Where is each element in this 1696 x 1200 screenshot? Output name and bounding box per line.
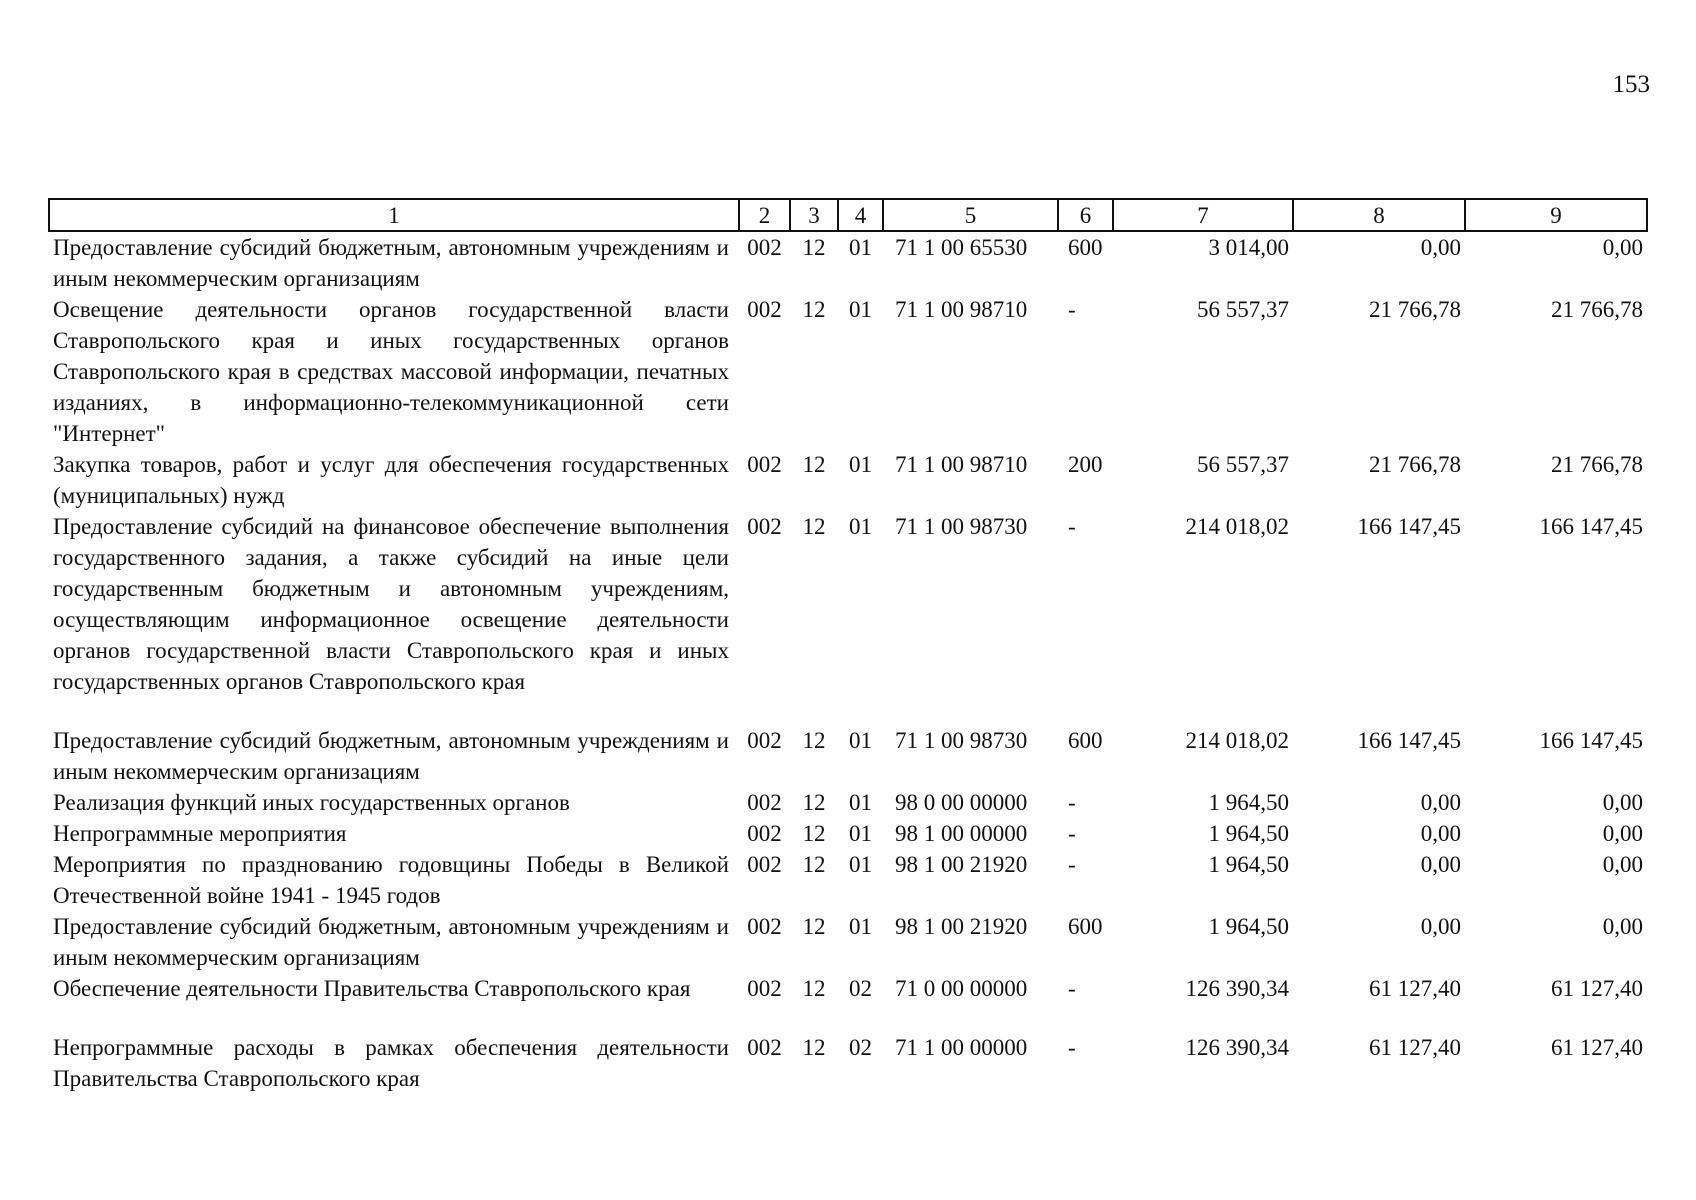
row-section: 12 <box>802 790 826 815</box>
row-amount-3: 21 766,78 <box>1551 297 1643 322</box>
row-amount-3: 0,00 <box>1602 235 1643 260</box>
row-amount-2: 61 127,40 <box>1369 1035 1461 1060</box>
table-row <box>49 973 1647 1004</box>
row-amount-2: 21 766,78 <box>1369 297 1461 322</box>
row-amount-1: 3 014,00 <box>1208 235 1289 260</box>
row-target-article: 98 1 00 00000 <box>895 821 1028 846</box>
row-target-article: 71 1 00 98730 <box>895 728 1028 753</box>
row-section: 12 <box>802 514 826 539</box>
row-amount-1: 214 018,02 <box>1185 728 1289 753</box>
row-amount-3: 0,00 <box>1602 821 1643 846</box>
row-subsection: 01 <box>849 790 872 815</box>
row-amount-3: 21 766,78 <box>1551 452 1643 477</box>
row-section: 12 <box>802 852 826 877</box>
row-amount-1: 126 390,34 <box>1185 976 1289 1001</box>
row-subsection: 02 <box>849 976 872 1001</box>
table-header-row <box>49 199 1647 231</box>
row-expense-type: 600 <box>1068 914 1103 939</box>
row-grbs: 002 <box>747 1035 782 1060</box>
row-target-article: 71 1 00 65530 <box>895 235 1028 260</box>
row-amount-2: 166 147,45 <box>1357 514 1461 539</box>
row-subsection: 01 <box>849 297 872 322</box>
row-grbs: 002 <box>747 514 782 539</box>
column-header: 8 <box>1293 199 1465 231</box>
row-expense-type: - <box>1068 514 1076 539</box>
row-target-article: 71 1 00 98710 <box>895 297 1028 322</box>
row-amount-1: 56 557,37 <box>1197 297 1289 322</box>
row-amount-1: 56 557,37 <box>1197 452 1289 477</box>
row-expense-type: - <box>1068 821 1076 846</box>
row-subsection: 01 <box>849 728 872 753</box>
row-expense-type: 600 <box>1068 728 1103 753</box>
row-amount-3: 166 147,45 <box>1539 728 1643 753</box>
table-row <box>49 231 1647 294</box>
row-spacer <box>49 1004 1647 1032</box>
row-name: Реализация функций иных государственных органов <box>53 790 570 815</box>
row-amount-3: 0,00 <box>1602 914 1643 939</box>
row-spacer <box>49 697 1647 725</box>
row-grbs: 002 <box>747 976 782 1001</box>
row-grbs: 002 <box>747 914 782 939</box>
row-subsection: 02 <box>849 1035 872 1060</box>
row-amount-1: 1 964,50 <box>1208 790 1289 815</box>
column-header: 4 <box>838 199 883 231</box>
row-name: Освещение деятельности органов государственной власти Ставропольского края и иных государственных органов Ставропольского края в средствах массовой информации, печатных изданиях, в информационно-телекоммуникационной сети "Интернет" <box>53 297 729 446</box>
column-header: 9 <box>1465 199 1647 231</box>
row-expense-type: - <box>1068 1035 1076 1060</box>
row-name: Предоставление субсидий бюджетным, автономным учреждениям и иным некоммерческим организациям <box>53 728 729 784</box>
row-grbs: 002 <box>747 790 782 815</box>
row-section: 12 <box>802 297 826 322</box>
page-number: 153 <box>1612 71 1650 98</box>
row-amount-3: 0,00 <box>1602 852 1643 877</box>
table-row <box>49 849 1647 911</box>
row-name: Обеспечение деятельности Правительства Ставропольского края <box>53 976 691 1001</box>
row-name: Закупка товаров, работ и услуг для обеспечения государственных (муниципальных) нужд <box>53 452 729 508</box>
row-amount-3: 61 127,40 <box>1551 976 1643 1001</box>
row-amount-2: 0,00 <box>1420 914 1461 939</box>
row-amount-2: 0,00 <box>1420 852 1461 877</box>
row-grbs: 002 <box>747 297 782 322</box>
row-amount-1: 1 964,50 <box>1208 914 1289 939</box>
table-row <box>49 818 1647 849</box>
row-target-article: 98 1 00 21920 <box>895 914 1028 939</box>
budget-table <box>48 198 1648 1094</box>
row-amount-2: 61 127,40 <box>1369 976 1461 1001</box>
table-row <box>49 449 1647 511</box>
row-target-article: 71 1 00 98710 <box>895 452 1028 477</box>
row-amount-2: 0,00 <box>1420 790 1461 815</box>
row-subsection: 01 <box>849 452 872 477</box>
row-subsection: 01 <box>849 514 872 539</box>
row-amount-2: 0,00 <box>1420 821 1461 846</box>
row-subsection: 01 <box>849 914 872 939</box>
row-section: 12 <box>802 914 826 939</box>
row-amount-2: 0,00 <box>1420 235 1461 260</box>
row-name: Предоставление субсидий бюджетным, автономным учреждениям и иным некоммерческим организациям <box>53 235 729 291</box>
row-target-article: 98 1 00 21920 <box>895 852 1028 877</box>
row-target-article: 98 0 00 00000 <box>895 790 1028 815</box>
row-subsection: 01 <box>849 852 872 877</box>
row-section: 12 <box>802 728 826 753</box>
row-subsection: 01 <box>849 821 872 846</box>
row-grbs: 002 <box>747 452 782 477</box>
row-amount-3: 0,00 <box>1602 790 1643 815</box>
row-section: 12 <box>802 976 826 1001</box>
table-row <box>49 1032 1647 1094</box>
row-expense-type: 600 <box>1068 235 1103 260</box>
row-grbs: 002 <box>747 235 782 260</box>
row-section: 12 <box>802 452 826 477</box>
row-grbs: 002 <box>747 821 782 846</box>
row-name: Непрограммные мероприятия <box>53 821 347 846</box>
column-header: 3 <box>790 199 838 231</box>
table-row <box>49 787 1647 818</box>
row-name: Мероприятия по празднованию годовщины Победы в Великой Отечественной войне 1941 - 1945 годов <box>53 852 729 908</box>
row-amount-1: 126 390,34 <box>1185 1035 1289 1060</box>
row-name: Непрограммные расходы в рамках обеспечения деятельности Правительства Ставропольского края <box>53 1035 729 1091</box>
column-header: 5 <box>883 199 1058 231</box>
row-grbs: 002 <box>747 852 782 877</box>
row-grbs: 002 <box>747 728 782 753</box>
row-amount-3: 61 127,40 <box>1551 1035 1643 1060</box>
row-section: 12 <box>802 1035 826 1060</box>
row-amount-1: 1 964,50 <box>1208 821 1289 846</box>
table-row <box>49 511 1647 697</box>
row-expense-type: - <box>1068 976 1076 1001</box>
row-target-article: 71 0 00 00000 <box>895 976 1028 1001</box>
column-header: 6 <box>1058 199 1113 231</box>
row-amount-1: 214 018,02 <box>1185 514 1289 539</box>
column-header: 1 <box>49 199 739 231</box>
row-name: Предоставление субсидий бюджетным, автономным учреждениям и иным некоммерческим организациям <box>53 914 729 970</box>
row-subsection: 01 <box>849 235 872 260</box>
row-amount-3: 166 147,45 <box>1539 514 1643 539</box>
row-target-article: 71 1 00 00000 <box>895 1035 1028 1060</box>
row-expense-type: - <box>1068 790 1076 815</box>
table-row <box>49 911 1647 973</box>
row-amount-2: 21 766,78 <box>1369 452 1461 477</box>
row-name: Предоставление субсидий на финансовое обеспечение выполнения государственного задания, а также субсидий на иные цели государственным бюджетным и автономным учреждениям, осуществляющим информационное освещение деятельности органов государственной власти Ставропольского края и иных государственных органов Ставропольского края <box>53 514 729 694</box>
row-target-article: 71 1 00 98730 <box>895 514 1028 539</box>
row-expense-type: 200 <box>1068 452 1103 477</box>
row-amount-1: 1 964,50 <box>1208 852 1289 877</box>
column-header: 2 <box>739 199 790 231</box>
row-expense-type: - <box>1068 297 1076 322</box>
table-row <box>49 725 1647 787</box>
row-expense-type: - <box>1068 852 1076 877</box>
column-header: 7 <box>1113 199 1293 231</box>
table-row <box>49 294 1647 449</box>
row-amount-2: 166 147,45 <box>1357 728 1461 753</box>
row-section: 12 <box>802 235 826 260</box>
row-section: 12 <box>802 821 826 846</box>
